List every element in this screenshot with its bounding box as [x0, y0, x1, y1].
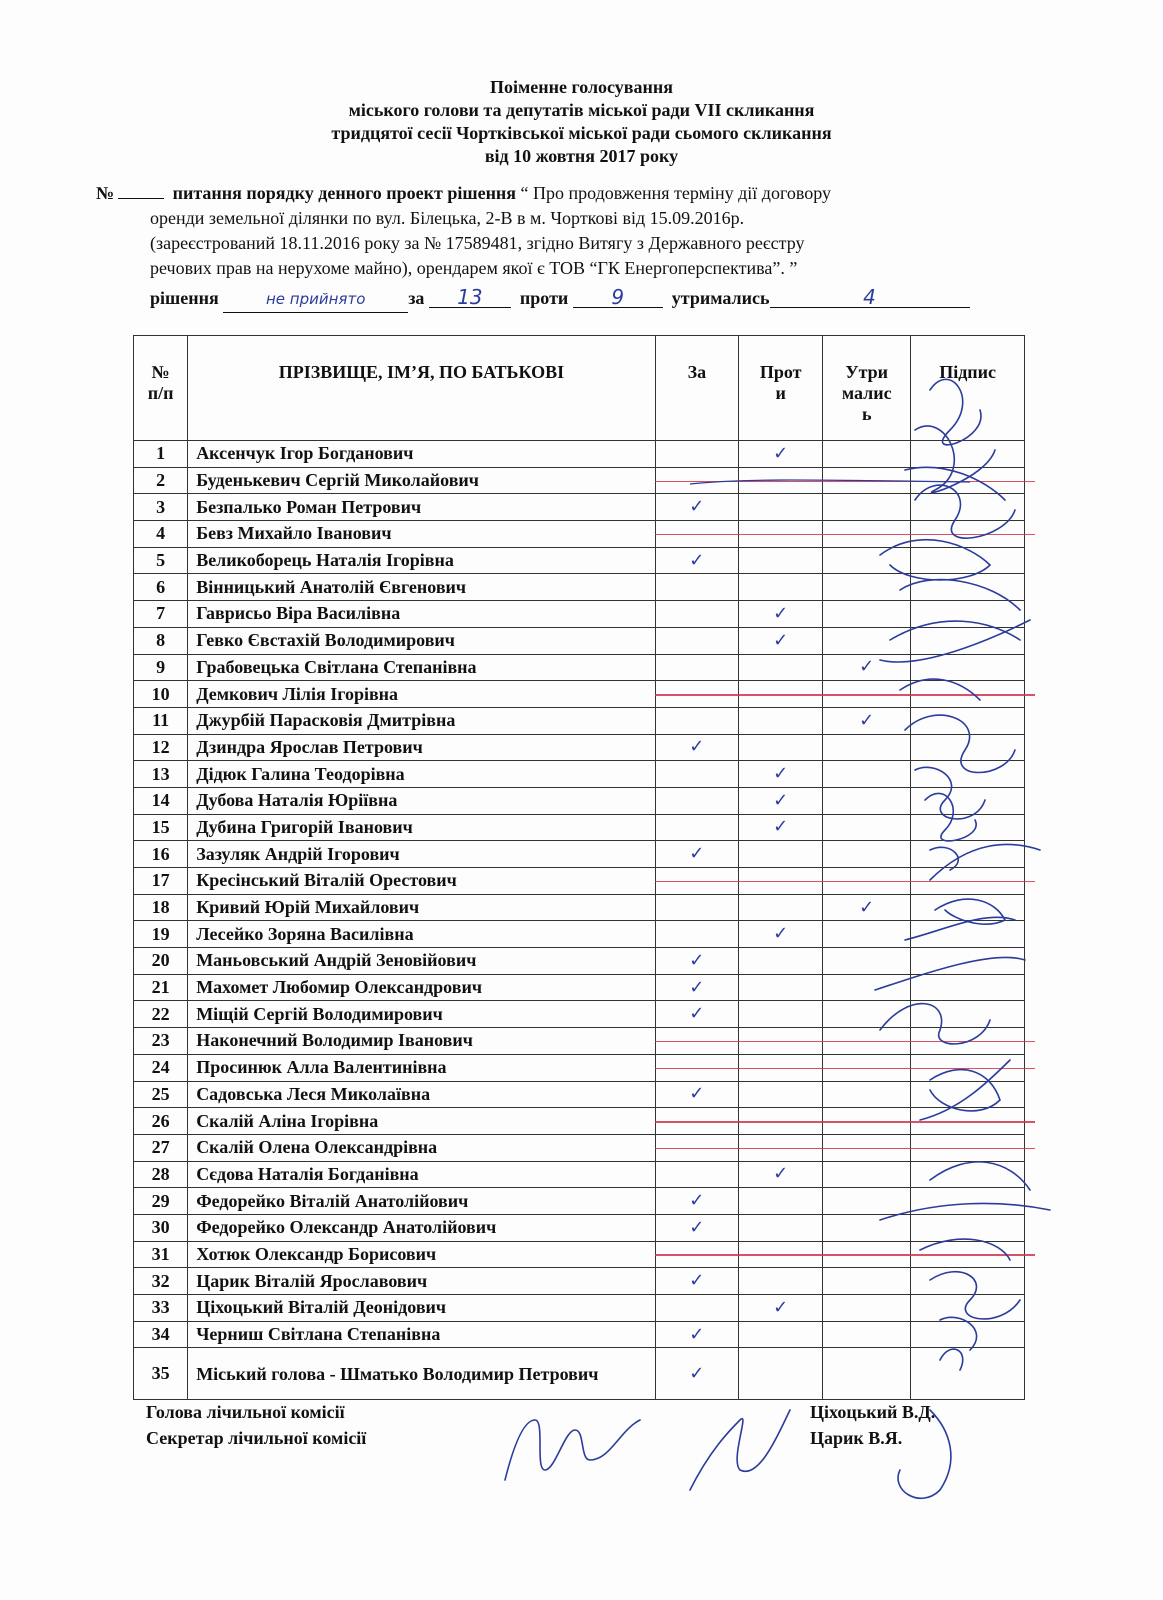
row-number: 11	[134, 707, 188, 734]
vote-for-cell	[655, 1321, 739, 1348]
vote-against-cell	[739, 734, 823, 761]
row-name: Демкович Лілія Ігорівна	[188, 681, 655, 708]
table-row	[134, 601, 1025, 628]
vote-check-mark: ✓	[689, 1323, 705, 1345]
row-number: 18	[134, 894, 188, 921]
row-number: 34	[134, 1321, 188, 1348]
vote-against-cell	[739, 574, 823, 601]
vote-abstain-cell	[823, 814, 911, 841]
row-number: 28	[134, 1161, 188, 1188]
table-row	[134, 574, 1025, 601]
signature-cell	[911, 894, 1025, 921]
vote-for-cell	[655, 1161, 739, 1188]
for-count: 13	[429, 285, 511, 308]
signature-cell	[911, 1321, 1025, 1348]
vote-check-mark: ✓	[773, 629, 789, 651]
vote-check-mark: ✓	[689, 1083, 705, 1105]
table-row	[134, 1081, 1025, 1108]
row-name: Гевко Євстахій Володимирович	[188, 627, 655, 654]
vote-against-cell	[739, 1081, 823, 1108]
vote-against-cell	[739, 1161, 823, 1188]
signature-cell	[911, 948, 1025, 975]
vote-abstain-cell	[823, 974, 911, 1001]
signature-cell	[911, 574, 1025, 601]
vote-for-cell	[655, 707, 739, 734]
vote-abstain-cell	[823, 841, 911, 868]
row-name: Міщій Сергій Володимирович	[188, 1001, 655, 1028]
signature-cell	[911, 1348, 1025, 1400]
signature-cell	[911, 841, 1025, 868]
table-row	[134, 707, 1025, 734]
absent-strike-line	[655, 1254, 1034, 1256]
vote-for-cell	[655, 1268, 739, 1295]
table-row	[134, 1295, 1025, 1322]
absent-strike-line	[655, 881, 1034, 883]
vote-against-cell	[739, 841, 823, 868]
row-name: Ціхоцький Віталій Деонідович	[188, 1295, 655, 1322]
row-name: Безпалько Роман Петрович	[188, 494, 655, 521]
signature-cell	[911, 974, 1025, 1001]
vote-for-cell	[655, 601, 739, 628]
row-name: Скалій Аліна Ігорівна	[188, 1108, 655, 1135]
document-header	[0, 76, 1163, 168]
vote-abstain-cell	[823, 1268, 911, 1295]
vote-check-mark: ✓	[689, 1190, 705, 1212]
row-number: 31	[134, 1241, 188, 1268]
row-name: Кривий Юрій Михайлович	[188, 894, 655, 921]
vote-against-cell	[739, 441, 823, 468]
vote-against-cell	[739, 948, 823, 975]
header-subtitle-2: тридцятої сесії Чортківської міської ради сьомого скликання	[331, 123, 832, 143]
question-title: питання порядку денного проект рішення	[172, 183, 517, 203]
table-row	[134, 787, 1025, 814]
vote-for-cell	[655, 1188, 739, 1215]
header-against: Прот и	[739, 336, 823, 441]
vote-abstain-cell	[823, 574, 911, 601]
row-number: 25	[134, 1081, 188, 1108]
row-number: 2	[134, 467, 188, 494]
table-row	[134, 441, 1025, 468]
chair-name: Ціхоцький В.Д.	[810, 1402, 936, 1422]
question-block	[96, 180, 1056, 281]
absent-strike-line	[655, 534, 1034, 536]
row-number: 23	[134, 1028, 188, 1055]
signature-cell	[911, 734, 1025, 761]
row-number: 6	[134, 574, 188, 601]
signature-cell	[911, 1268, 1025, 1295]
vote-check-mark: ✓	[689, 1003, 705, 1025]
vote-abstain-cell	[823, 1188, 911, 1215]
header-num: № п/п	[134, 336, 188, 441]
row-name: Царик Віталій Ярославович	[188, 1268, 655, 1295]
vote-check-mark: ✓	[859, 709, 875, 731]
vote-abstain-cell	[823, 601, 911, 628]
vote-abstain-cell	[823, 894, 911, 921]
row-name: Дзиндра Ярослав Петрович	[188, 734, 655, 761]
vote-abstain-cell	[823, 1321, 911, 1348]
signature-cell	[911, 921, 1025, 948]
absent-strike-line	[655, 1121, 1034, 1123]
absent-strike-line	[655, 694, 1034, 696]
vote-check-mark: ✓	[773, 923, 789, 945]
table-row	[134, 1161, 1025, 1188]
vote-check-mark: ✓	[689, 976, 705, 998]
vote-check-mark: ✓	[859, 896, 875, 918]
table-row	[134, 547, 1025, 574]
vote-abstain-cell	[823, 707, 911, 734]
header-name: ПРІЗВИЩЕ, ІМ’Я, ПО БАТЬКОВІ	[188, 336, 655, 441]
row-number: 21	[134, 974, 188, 1001]
row-number: 22	[134, 1001, 188, 1028]
vote-check-mark: ✓	[773, 816, 789, 838]
vote-abstain-cell	[823, 627, 911, 654]
absent-strike-line	[655, 481, 1034, 483]
vote-abstain-cell	[823, 787, 911, 814]
header-title: Поіменне голосування	[489, 77, 674, 97]
vote-abstain-cell	[823, 761, 911, 788]
vote-check-mark: ✓	[773, 1163, 789, 1185]
vote-check-mark: ✓	[859, 656, 875, 678]
row-name: Міський голова - Шматько Володимир Петрович	[188, 1348, 655, 1400]
vote-for-cell	[655, 1081, 739, 1108]
signature-cell	[911, 761, 1025, 788]
for-label: за	[408, 288, 425, 308]
table-row	[134, 1001, 1025, 1028]
signature-cell	[911, 654, 1025, 681]
vote-for-cell	[655, 1348, 739, 1400]
vote-check-mark: ✓	[773, 602, 789, 624]
secretary-name: Царик В.Я.	[810, 1428, 903, 1448]
vote-for-cell	[655, 654, 739, 681]
table-row	[134, 948, 1025, 975]
table-row	[134, 1214, 1025, 1241]
row-number: 27	[134, 1134, 188, 1161]
row-name: Наконечний Володимир Іванович	[188, 1028, 655, 1055]
signature-cell	[911, 494, 1025, 521]
row-name: Великоборець Наталія Ігорівна	[188, 547, 655, 574]
row-name: Просинюк Алла Валентинівна	[188, 1054, 655, 1081]
vote-check-mark: ✓	[689, 1216, 705, 1238]
row-name: Зазуляк Андрій Ігорович	[188, 841, 655, 868]
row-name: Лесейко Зоряна Василівна	[188, 921, 655, 948]
row-name: Садовська Леся Миколаївна	[188, 1081, 655, 1108]
vote-abstain-cell	[823, 441, 911, 468]
vote-against-cell	[739, 1321, 823, 1348]
signature-cell	[911, 814, 1025, 841]
row-number: 12	[134, 734, 188, 761]
table-row	[134, 494, 1025, 521]
signature-cell	[911, 1188, 1025, 1215]
row-number: 1	[134, 441, 188, 468]
vote-abstain-cell	[823, 1295, 911, 1322]
vote-against-cell	[739, 654, 823, 681]
row-number: 3	[134, 494, 188, 521]
vote-abstain-cell	[823, 734, 911, 761]
absent-strike-line	[655, 1041, 1034, 1043]
abstain-label: утримались	[671, 288, 770, 308]
vote-abstain-cell	[823, 547, 911, 574]
row-number: 9	[134, 654, 188, 681]
vote-against-cell	[739, 627, 823, 654]
table-row	[134, 734, 1025, 761]
row-number: 7	[134, 601, 188, 628]
header-for: За	[655, 336, 739, 441]
vote-abstain-cell	[823, 948, 911, 975]
row-number: 5	[134, 547, 188, 574]
vote-for-cell	[655, 787, 739, 814]
vote-against-cell	[739, 1348, 823, 1400]
vote-check-mark: ✓	[773, 442, 789, 464]
table-row	[134, 1268, 1025, 1295]
vote-for-cell	[655, 494, 739, 521]
table-row	[134, 1188, 1025, 1215]
vote-for-cell	[655, 547, 739, 574]
vote-against-cell	[739, 1295, 823, 1322]
vote-against-cell	[739, 494, 823, 521]
signature-cell	[911, 707, 1025, 734]
table-row	[134, 761, 1025, 788]
vote-against-cell	[739, 894, 823, 921]
vote-for-cell	[655, 761, 739, 788]
row-name: Вінницький Анатолій Євгенович	[188, 574, 655, 601]
vote-for-cell	[655, 814, 739, 841]
signature-cell	[911, 601, 1025, 628]
question-text-line-4: речових прав на нерухоме майно), орендарем якої є ТОВ “ГК Енергоперспектива”. ”	[150, 258, 798, 278]
row-name: Гаврисьо Віра Василівна	[188, 601, 655, 628]
vote-against-cell	[739, 814, 823, 841]
vote-against-cell	[739, 974, 823, 1001]
row-name: Махомет Любомир Олександрович	[188, 974, 655, 1001]
row-name: Маньовський Андрій Зеновійович	[188, 948, 655, 975]
vote-for-cell	[655, 574, 739, 601]
row-number: 30	[134, 1214, 188, 1241]
vote-check-mark: ✓	[689, 1362, 705, 1384]
vote-against-cell	[739, 1214, 823, 1241]
absent-strike-line	[655, 1068, 1034, 1070]
table-row	[134, 1348, 1025, 1400]
abstain-count: 4	[770, 285, 970, 308]
row-number: 14	[134, 787, 188, 814]
vote-against-cell	[739, 1268, 823, 1295]
signature-cell	[911, 1214, 1025, 1241]
row-name: Сєдова Наталія Богданівна	[188, 1161, 655, 1188]
row-number: 16	[134, 841, 188, 868]
table-row	[134, 921, 1025, 948]
row-name: Бевз Михайло Іванович	[188, 521, 655, 548]
header-signature: Підпис	[911, 336, 1025, 441]
decision-value: не прийнято	[223, 290, 408, 313]
row-name: Буденькевич Сергій Миколайович	[188, 467, 655, 494]
question-number-blank	[118, 180, 164, 199]
against-label: проти	[519, 288, 569, 308]
signature-cell	[911, 441, 1025, 468]
row-number: 20	[134, 948, 188, 975]
table-row	[134, 1321, 1025, 1348]
absent-strike-line	[655, 1148, 1034, 1150]
row-name: Кресінський Віталій Орестович	[188, 868, 655, 895]
row-number: 19	[134, 921, 188, 948]
vote-for-cell	[655, 921, 739, 948]
row-name: Аксенчук Ігор Богданович	[188, 441, 655, 468]
table-row	[134, 814, 1025, 841]
vote-abstain-cell	[823, 1161, 911, 1188]
row-number: 33	[134, 1295, 188, 1322]
row-number: 13	[134, 761, 188, 788]
signature-cell	[911, 547, 1025, 574]
vote-against-cell	[739, 707, 823, 734]
chair-label: Голова лічильної комісії	[146, 1402, 345, 1422]
secretary-label: Секретар лічильної комісії	[146, 1428, 367, 1448]
row-number: 24	[134, 1054, 188, 1081]
vote-abstain-cell	[823, 921, 911, 948]
vote-for-cell	[655, 627, 739, 654]
row-number: 10	[134, 681, 188, 708]
signature-cell	[911, 1161, 1025, 1188]
vote-for-cell	[655, 1214, 739, 1241]
row-number: 4	[134, 521, 188, 548]
header-subtitle-1: міського голови та депутатів міської ради VІІ скликання	[348, 100, 815, 120]
vote-table-body	[134, 441, 1025, 1400]
row-name: Джурбій Парасковія Дмитрівна	[188, 707, 655, 734]
table-row	[134, 841, 1025, 868]
row-number: 17	[134, 868, 188, 895]
table-header-row	[134, 336, 1025, 441]
vote-abstain-cell	[823, 654, 911, 681]
vote-check-mark: ✓	[773, 1296, 789, 1318]
vote-against-cell	[739, 1188, 823, 1215]
table-row	[134, 894, 1025, 921]
signature-cell	[911, 1001, 1025, 1028]
vote-abstain-cell	[823, 494, 911, 521]
row-number: 15	[134, 814, 188, 841]
vote-abstain-cell	[823, 1214, 911, 1241]
vote-check-mark: ✓	[689, 843, 705, 865]
vote-for-cell	[655, 948, 739, 975]
vote-abstain-cell	[823, 1001, 911, 1028]
row-name: Дубина Григорій Іванович	[188, 814, 655, 841]
vote-check-mark: ✓	[689, 496, 705, 518]
table-row	[134, 654, 1025, 681]
question-text-line-3: (зареєстрований 18.11.2016 року за № 17589481, згідно Витягу з Державного реєстру	[150, 233, 805, 253]
table-row	[134, 627, 1025, 654]
row-name: Хотюк Олександр Борисович	[188, 1241, 655, 1268]
header-date: від 10 жовтня 2017 року	[484, 146, 679, 166]
vote-abstain-cell	[823, 1081, 911, 1108]
vote-abstain-cell	[823, 1348, 911, 1400]
row-name: Грабовецька Світлана Степанівна	[188, 654, 655, 681]
signature-cell	[911, 627, 1025, 654]
question-text-line-1: “ Про продовження терміну дії договору	[520, 183, 832, 203]
vote-against-cell	[739, 1001, 823, 1028]
row-name: Дубова Наталія Юріївна	[188, 787, 655, 814]
against-count: 9	[573, 285, 663, 308]
result-line	[150, 285, 1050, 313]
row-name: Федорейко Віталій Анатолійович	[188, 1188, 655, 1215]
row-name: Дідюк Галина Теодорівна	[188, 761, 655, 788]
row-name: Федорейко Олександр Анатолійович	[188, 1214, 655, 1241]
vote-for-cell	[655, 734, 739, 761]
vote-against-cell	[739, 761, 823, 788]
row-number: 8	[134, 627, 188, 654]
row-name: Скалій Олена Олександрівна	[188, 1134, 655, 1161]
vote-for-cell	[655, 1295, 739, 1322]
vote-check-mark: ✓	[689, 736, 705, 758]
row-name: Черниш Світлана Степанівна	[188, 1321, 655, 1348]
decision-label: рішення	[150, 288, 219, 308]
vote-check-mark: ✓	[689, 1270, 705, 1292]
vote-for-cell	[655, 1001, 739, 1028]
row-number: 32	[134, 1268, 188, 1295]
signature-cell	[911, 787, 1025, 814]
row-number: 29	[134, 1188, 188, 1215]
signature-cell	[911, 1295, 1025, 1322]
vote-for-cell	[655, 841, 739, 868]
header-abstain: Утри малис ь	[823, 336, 911, 441]
table-row	[134, 974, 1025, 1001]
vote-check-mark: ✓	[689, 549, 705, 571]
question-text-line-2: оренди земельної ділянки по вул. Білецька, 2-В в м. Чорткові від 15.09.2016р.	[150, 208, 745, 228]
vote-against-cell	[739, 921, 823, 948]
vote-check-mark: ✓	[773, 789, 789, 811]
vote-against-cell	[739, 787, 823, 814]
signature-cell	[911, 1081, 1025, 1108]
question-number-prefix: №	[96, 183, 115, 203]
row-number: 26	[134, 1108, 188, 1135]
vote-for-cell	[655, 894, 739, 921]
vote-for-cell	[655, 974, 739, 1001]
vote-table	[133, 335, 1025, 1400]
vote-for-cell	[655, 441, 739, 468]
vote-check-mark: ✓	[773, 763, 789, 785]
vote-against-cell	[739, 601, 823, 628]
vote-check-mark: ✓	[689, 949, 705, 971]
row-number: 35	[134, 1348, 188, 1400]
vote-against-cell	[739, 547, 823, 574]
